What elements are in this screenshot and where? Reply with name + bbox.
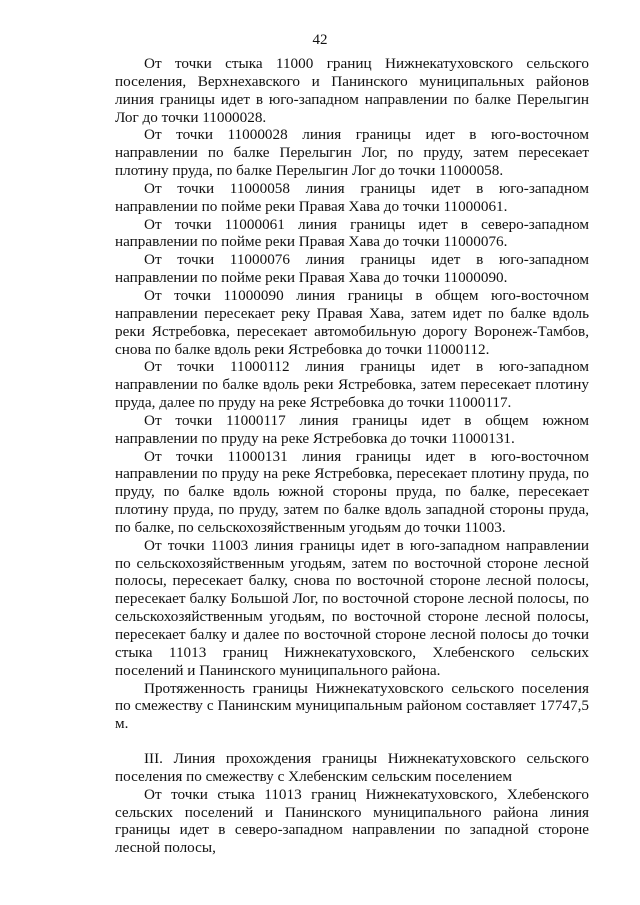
document-body	[115, 55, 589, 857]
paragraph-9: От точки 11000131 линия границы идет в юго-восточном направлении по пруду на реке Ястребовка, пересекает плотину пруда, по пруду, по балке вдоль южной стороны пруда, по балке, пересекает плотину пруда, по пруду, затем по балке вдоль западной стороны пруда, по балке, по сельскохозяйственным угодьям до точки 11003.	[115, 447, 589, 536]
paragraph-8: От точки 11000117 линия границы идет в общем южном направлении по пруду на реке Ястребовка до точки 11000131.	[115, 411, 589, 447]
page-number: 42	[312, 32, 328, 48]
paragraph-2: От точки 11000028 линия границы идет в юго-восточном направлении по балке Перелыгин Лог, по пруду, затем пересекает плотину пруда, по балке Перелыгин Лог до точки 11000058.	[115, 126, 589, 180]
paragraph-6: От точки 11000090 линия границы в общем юго-восточном направлении пересекает реку Правая Хава, затем идет по балке вдоль реки Ястребовка, пересекает автомобильную дорогу Воронеж-Тамбов, снова по балке вдоль реки Ястребовка до точки 11000112.	[115, 286, 589, 358]
paragraph-1: От точки стыка 11000 границ Нижнекатуховского сельского поселения, Верхнехавского и Панинского муниципальных районов линия границы идет в юго-западном направлении по балке Перелыгин Лог до точки 11000028.	[115, 55, 589, 126]
paragraph-3: От точки 11000058 линия границы идет в юго-западном направлении по пойме реки Правая Хава до точки 11000061.	[115, 179, 589, 215]
paragraph-11: Протяженность границы Нижнекатуховского сельского поселения по смежеству с Панинским муниципальным районом составляет 17747,5 м.	[115, 679, 589, 733]
section-heading: III. Линия прохождения границы Нижнекатуховского сельского поселения по смежеству с Хлебенским сельским поселением	[115, 750, 589, 785]
paragraph-4: От точки 11000061 линия границы идет в северо-западном направлении по пойме реки Правая Хава до точки 11000076.	[115, 215, 589, 251]
paragraph-5: От точки 11000076 линия границы идет в юго-западном направлении по пойме реки Правая Хава до точки 11000090.	[115, 251, 589, 287]
section-paragraph-1: От точки стыка 11013 границ Нижнекатуховского, Хлебенского сельских поселений и Панинского муниципального района линия границы идет в северо-западном направлении по западной стороне лесной полосы,	[115, 785, 589, 857]
paragraph-10: От точки 11003 линия границы идет в юго-западном направлении по сельскохозяйственным угодьям, затем по восточной стороне лесной полосы, пересекает балку, снова по восточной стороне лесной полосы, пересекает балку Большой Лог, по восточной стороне лесной полосы, по сельскохозяйственным угодьям, по восточной стороне лесной полосы, пересекает балку и далее по восточной стороне лесной полосы до точки стыка 11013 границ Нижнекатуховского, Хлебенского сельских поселений и Панинского муниципального района.	[115, 536, 589, 679]
paragraph-7: От точки 11000112 линия границы идет в юго-западном направлении по балке вдоль реки Ястребовка, затем пересекает плотину пруда, далее по пруду на реке Ястребовка до точки 11000117.	[115, 358, 589, 412]
